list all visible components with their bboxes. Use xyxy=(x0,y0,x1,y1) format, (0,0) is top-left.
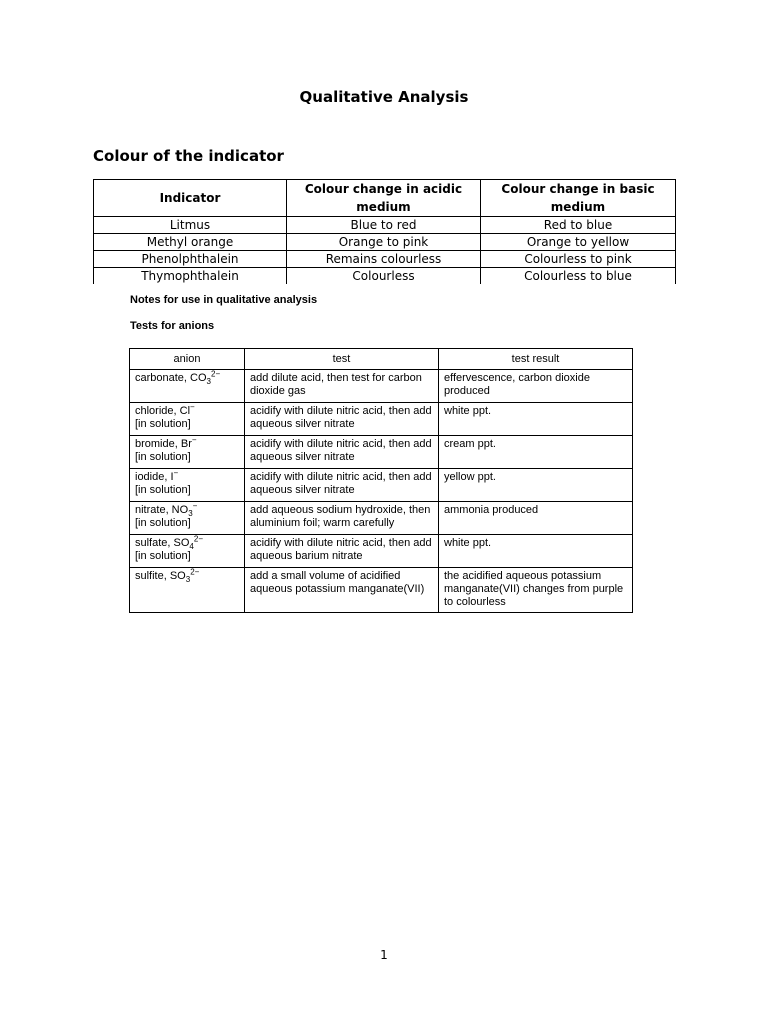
anion-test: add aqueous sodium hydroxide, then aluminium foil; warm carefully xyxy=(245,502,439,535)
anion-cell xyxy=(130,436,245,469)
indicator-table xyxy=(93,179,676,284)
anion-charge: 2− xyxy=(193,534,203,544)
anion-charge: − xyxy=(173,468,179,478)
indicator-row xyxy=(94,234,676,251)
anion-test: acidify with dilute nitric acid, then add aqueous silver nitrate xyxy=(245,436,439,469)
anion-charge: − xyxy=(192,501,198,511)
anion-name: sulfite, SO xyxy=(135,570,186,582)
anion-name: iodide, I xyxy=(135,471,174,483)
anion-tests-table xyxy=(129,348,633,613)
anion-row xyxy=(130,403,633,436)
anion-state-note: [in solution] xyxy=(135,484,191,496)
anion-result: white ppt. xyxy=(439,535,633,568)
anion-cell xyxy=(130,502,245,535)
anion-cell xyxy=(130,370,245,403)
notes-heading: Notes for use in qualitative analysis xyxy=(130,294,318,306)
anion-name: carbonate, CO xyxy=(135,372,207,384)
anion-charge: 2− xyxy=(190,567,200,577)
anion-test: acidify with dilute nitric acid, then add aqueous silver nitrate xyxy=(245,469,439,502)
acidic-colour-change: Remains colourless xyxy=(287,251,481,268)
basic-col-header: Colour change in basic medium xyxy=(481,180,676,217)
basic-colour-change: Orange to yellow xyxy=(481,234,676,251)
anion-state-note: [in solution] xyxy=(135,418,191,430)
indicator-row xyxy=(94,268,676,285)
anion-col-header: anion xyxy=(130,349,245,370)
anion-name: sulfate, SO xyxy=(135,537,190,549)
acidic-colour-change: Colourless xyxy=(287,268,481,285)
anion-tests-heading: Tests for anions xyxy=(130,320,215,332)
anion-subscript: 3 xyxy=(206,377,211,387)
anion-cell xyxy=(130,469,245,502)
anion-result: effervescence, carbon dioxide produced xyxy=(439,370,633,403)
anion-cell xyxy=(130,403,245,436)
anion-result: cream ppt. xyxy=(439,436,633,469)
indicator-name: Phenolphthalein xyxy=(94,251,287,268)
anion-row xyxy=(130,535,633,568)
anion-result: yellow ppt. xyxy=(439,469,633,502)
anion-cell xyxy=(130,535,245,568)
page-number: 1 xyxy=(380,948,388,962)
anion-result: ammonia produced xyxy=(439,502,633,535)
anion-result: the acidified aqueous potassium manganate(VII) changes from purple to colourless xyxy=(439,568,633,613)
indicator-name: Thymophthalein xyxy=(94,268,287,285)
document-title: Qualitative Analysis xyxy=(299,88,469,106)
anion-charge: − xyxy=(190,402,195,412)
test-col-header: test xyxy=(245,349,439,370)
indicator-col-header: Indicator xyxy=(94,180,287,217)
basic-colour-change: Colourless to blue xyxy=(481,268,676,285)
result-col-header: test result xyxy=(439,349,633,370)
anion-state-note: [in solution] xyxy=(135,550,191,562)
anion-charge: − xyxy=(191,435,197,445)
anion-row xyxy=(130,568,633,613)
anion-row xyxy=(130,370,633,403)
anion-test: acidify with dilute nitric acid, then add aqueous barium nitrate xyxy=(245,535,439,568)
anion-test: add a small volume of acidified aqueous potassium manganate(VII) xyxy=(245,568,439,613)
acidic-colour-change: Orange to pink xyxy=(287,234,481,251)
anion-name: nitrate, NO xyxy=(135,504,189,516)
anion-name: chloride, Cl xyxy=(135,405,191,417)
anion-name: bromide, Br xyxy=(135,438,192,450)
indicator-name: Methyl orange xyxy=(94,234,287,251)
anion-row xyxy=(130,469,633,502)
acidic-col-header: Colour change in acidic medium xyxy=(287,180,481,217)
anion-charge: 2− xyxy=(211,369,221,379)
anion-test: add dilute acid, then test for carbon dioxide gas xyxy=(245,370,439,403)
indicator-row xyxy=(94,217,676,234)
anion-subscript: 4 xyxy=(189,542,194,552)
anion-row xyxy=(130,502,633,535)
indicator-name: Litmus xyxy=(94,217,287,234)
anion-subscript: 3 xyxy=(185,575,191,585)
acidic-colour-change: Blue to red xyxy=(287,217,481,234)
anion-result: white ppt. xyxy=(439,403,633,436)
anion-state-note: [in solution] xyxy=(135,517,191,529)
indicator-section-heading: Colour of the indicator xyxy=(93,147,284,165)
basic-colour-change: Red to blue xyxy=(481,217,676,234)
anion-row xyxy=(130,436,633,469)
anion-cell xyxy=(130,568,245,613)
indicator-row xyxy=(94,251,676,268)
basic-colour-change: Colourless to pink xyxy=(481,251,676,268)
anion-subscript: 3 xyxy=(188,509,193,519)
anion-table-header-row xyxy=(130,349,633,370)
anion-test: acidify with dilute nitric acid, then add aqueous silver nitrate xyxy=(245,403,439,436)
indicator-table-header-row xyxy=(94,180,676,217)
anion-state-note: [in solution] xyxy=(135,451,191,463)
